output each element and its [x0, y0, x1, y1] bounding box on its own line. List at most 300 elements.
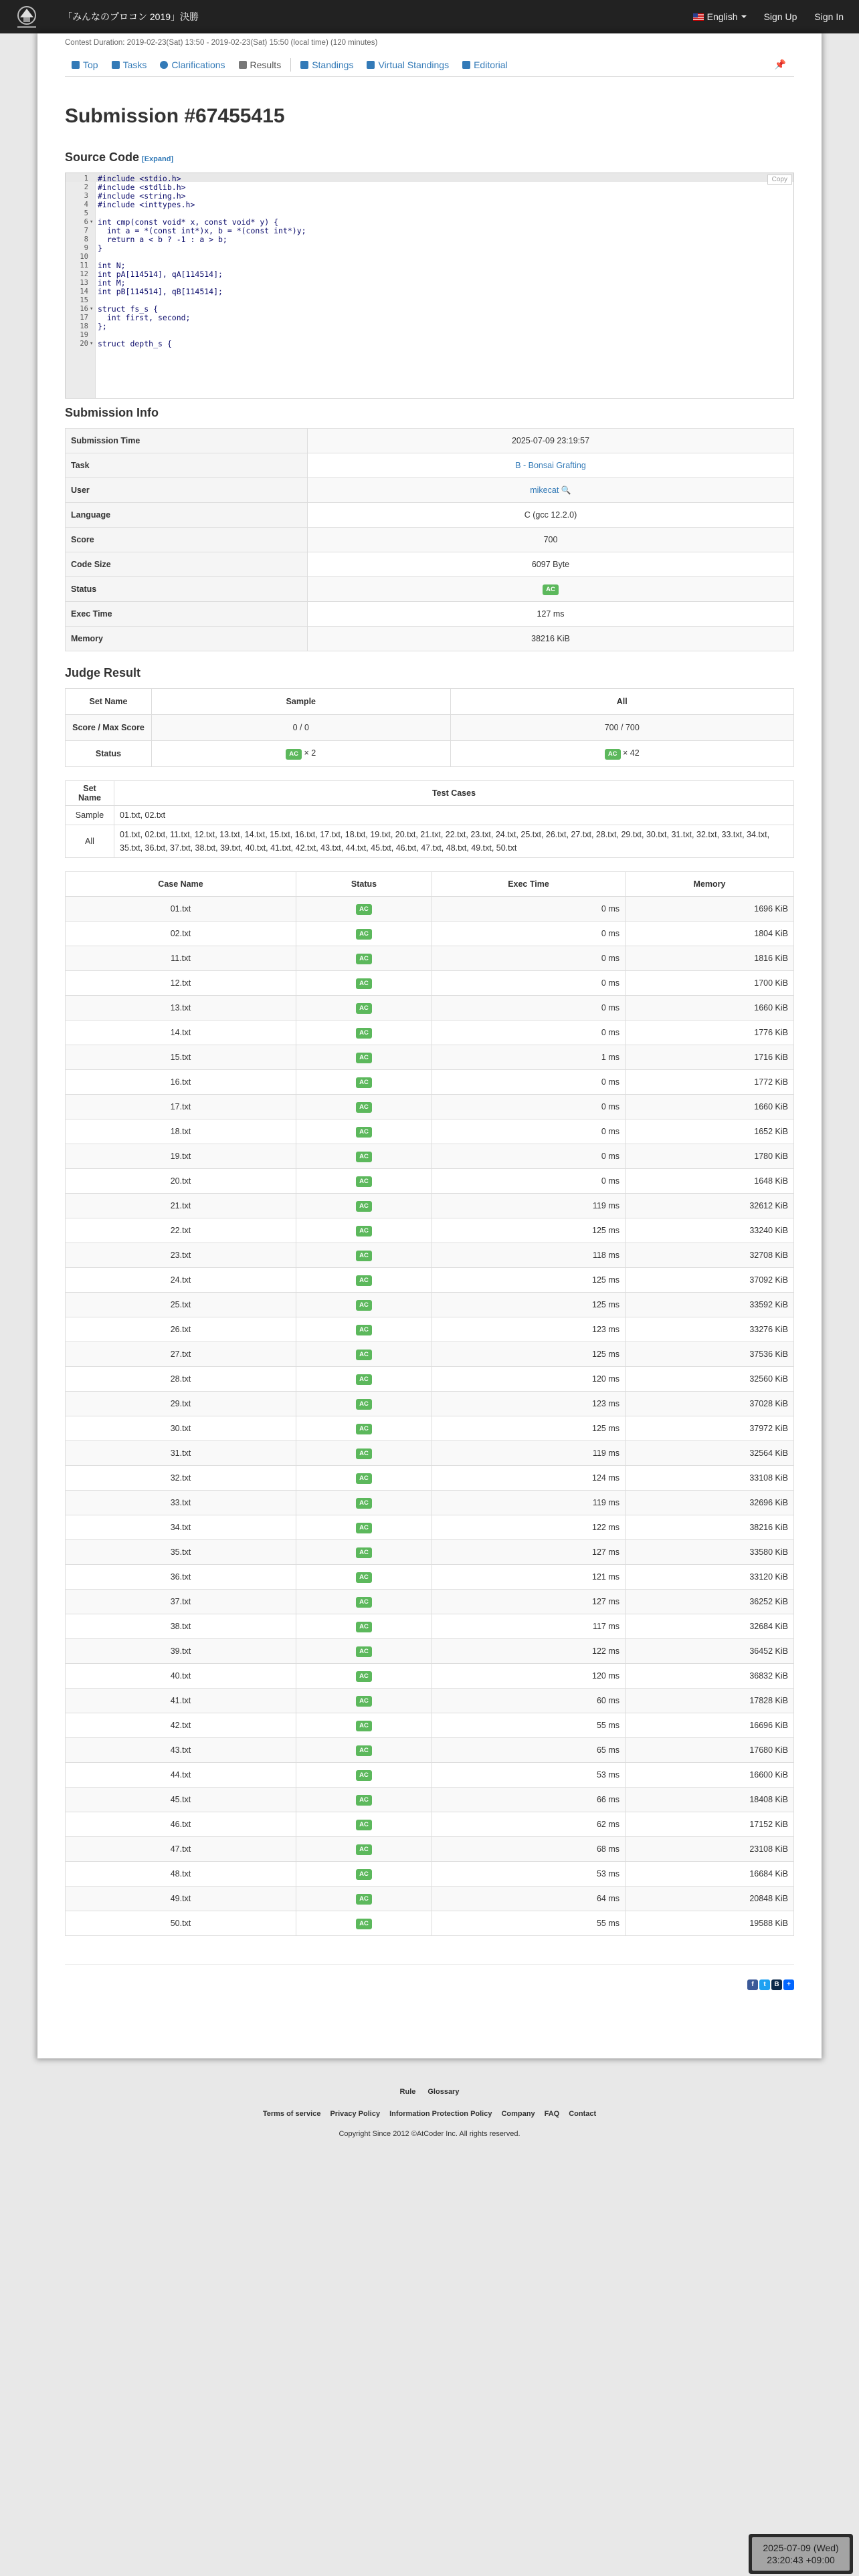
case-status — [296, 946, 432, 971]
info-key: Task — [66, 453, 308, 478]
table-row — [66, 1837, 794, 1862]
case-exec-time: 0 ms — [432, 996, 626, 1021]
set-name-sample: Sample — [66, 806, 114, 825]
case-memory: 32684 KiB — [626, 1614, 794, 1639]
line-number: 17 — [80, 314, 88, 322]
info-key: Submission Time — [66, 429, 308, 453]
table-row — [66, 1565, 794, 1590]
status-badge: AC — [356, 1152, 372, 1162]
case-memory: 1660 KiB — [626, 996, 794, 1021]
info-row — [66, 577, 794, 602]
status-all-count: × 42 — [623, 748, 640, 758]
table-row — [66, 1095, 794, 1119]
status-badge: AC — [356, 1275, 372, 1286]
case-memory: 1816 KiB — [626, 946, 794, 971]
status-badge: AC — [356, 1102, 372, 1113]
case-status — [296, 1738, 432, 1763]
footer-link[interactable]: Company — [501, 2110, 535, 2118]
cases-header-exec-time: Exec Time — [432, 872, 626, 897]
status-badge: AC — [356, 1176, 372, 1187]
info-row — [66, 528, 794, 552]
status-badge: AC — [356, 1201, 372, 1212]
task-link[interactable]: B - Bonsai Grafting — [515, 461, 586, 470]
info-key: Exec Time — [66, 602, 308, 627]
table-row — [66, 1392, 794, 1416]
top-navbar — [0, 0, 859, 33]
copyright: Copyright Since 2012 ©AtCoder Inc. All rights reserved. — [339, 2130, 520, 2138]
table-row — [66, 1788, 794, 1812]
case-name: 11.txt — [66, 946, 296, 971]
info-value-cell — [308, 528, 794, 552]
cases-header-memory: Memory — [626, 872, 794, 897]
search-icon[interactable]: 🔍 — [561, 486, 571, 495]
case-memory: 36252 KiB — [626, 1590, 794, 1614]
list-icon — [112, 61, 120, 69]
case-memory: 33592 KiB — [626, 1293, 794, 1317]
status-badge: AC — [356, 1350, 372, 1360]
line-number: 12 — [80, 270, 88, 278]
us-flag-icon — [693, 13, 704, 21]
case-name: 19.txt — [66, 1144, 296, 1169]
tab-top[interactable] — [65, 53, 105, 76]
case-name: 15.txt — [66, 1045, 296, 1070]
case-name: 34.txt — [66, 1515, 296, 1540]
status-badge: AC — [356, 1696, 372, 1707]
tab-standings-label: Standings — [312, 60, 354, 70]
case-status — [296, 1911, 432, 1936]
judge-header-sample: Sample — [152, 689, 451, 715]
tab-virtual-standings[interactable] — [360, 53, 456, 76]
code-text: int pA[114514], qA[114514]; — [98, 270, 223, 279]
case-status — [296, 1441, 432, 1466]
case-status — [296, 1540, 432, 1565]
case-memory: 36452 KiB — [626, 1639, 794, 1664]
case-name: 50.txt — [66, 1911, 296, 1936]
case-name: 13.txt — [66, 996, 296, 1021]
case-name: 44.txt — [66, 1763, 296, 1788]
addtoany-share-icon[interactable]: + — [783, 1979, 794, 1990]
sign-in-link[interactable]: Sign In — [814, 11, 844, 22]
line-number: 3 — [84, 192, 88, 200]
info-key: Language — [66, 503, 308, 528]
line-number: 6 — [84, 218, 88, 226]
contest-tabs — [65, 53, 794, 77]
info-row — [66, 503, 794, 528]
status-badge: AC — [356, 1894, 372, 1905]
info-key: Code Size — [66, 552, 308, 577]
status-badge: AC — [356, 1597, 372, 1608]
code-line — [66, 322, 793, 331]
case-memory: 16600 KiB — [626, 1763, 794, 1788]
table-row — [66, 1194, 794, 1218]
line-number: 20 — [80, 340, 88, 348]
case-exec-time: 0 ms — [432, 971, 626, 996]
language-label: English — [706, 11, 738, 22]
test-sets-table — [65, 780, 794, 858]
info-value-cell — [308, 503, 794, 528]
case-name: 43.txt — [66, 1738, 296, 1763]
tab-divider — [290, 58, 291, 72]
case-exec-time: 62 ms — [432, 1812, 626, 1837]
case-memory: 19588 KiB — [626, 1911, 794, 1936]
case-memory: 1652 KiB — [626, 1119, 794, 1144]
case-status — [296, 1367, 432, 1392]
user-link[interactable]: mikecat — [530, 486, 559, 495]
case-status — [296, 1664, 432, 1689]
code-text: #include <inttypes.h> — [98, 200, 195, 209]
info-key: Score — [66, 528, 308, 552]
submission-info-table — [65, 428, 794, 651]
status-badge: AC — [356, 1399, 372, 1410]
case-exec-time: 119 ms — [432, 1491, 626, 1515]
case-memory: 1648 KiB — [626, 1169, 794, 1194]
status-badge: AC — [356, 1325, 372, 1335]
case-exec-time: 118 ms — [432, 1243, 626, 1268]
status-badge: AC — [356, 1671, 372, 1682]
case-exec-time: 117 ms — [432, 1614, 626, 1639]
case-name: 32.txt — [66, 1466, 296, 1491]
case-memory: 33276 KiB — [626, 1317, 794, 1342]
status-badge: AC — [356, 1721, 372, 1731]
case-exec-time: 121 ms — [432, 1565, 626, 1590]
case-exec-time: 0 ms — [432, 1070, 626, 1095]
info-row — [66, 478, 794, 503]
code-text: struct fs_s { — [98, 304, 159, 314]
case-name: 41.txt — [66, 1689, 296, 1713]
case-memory: 1804 KiB — [626, 922, 794, 946]
info-value-cell — [308, 478, 794, 503]
status-badge: AC — [356, 1374, 372, 1385]
case-status — [296, 1317, 432, 1342]
case-memory: 1776 KiB — [626, 1021, 794, 1045]
fold-toggle-icon[interactable]: ▾ — [90, 340, 94, 347]
info-key: User — [66, 478, 308, 503]
contest-duration: Contest Duration: 2019-02-23(Sat) 13:50 - 2019-02-23(Sat) 15:50 (local time) (120 minutes) — [65, 39, 378, 47]
case-status — [296, 1045, 432, 1070]
table-row — [66, 1763, 794, 1788]
case-status — [296, 1392, 432, 1416]
case-memory: 23108 KiB — [626, 1837, 794, 1862]
table-row — [66, 1911, 794, 1936]
tab-results[interactable] — [232, 53, 288, 76]
case-name: 46.txt — [66, 1812, 296, 1837]
status-badge: AC — [286, 749, 302, 760]
case-status — [296, 1713, 432, 1738]
case-status — [296, 1243, 432, 1268]
code-text: #include <stdlib.h> — [98, 183, 186, 192]
case-status — [296, 1515, 432, 1540]
line-number: 9 — [84, 244, 88, 252]
code-line — [66, 340, 793, 348]
case-name: 38.txt — [66, 1614, 296, 1639]
table-row — [66, 1713, 794, 1738]
status-label: Status — [66, 741, 152, 767]
footer-link[interactable]: Terms of service — [262, 2110, 321, 2118]
footer-link[interactable]: Privacy Policy — [330, 2110, 381, 2118]
table-row — [66, 1887, 794, 1911]
code-line — [66, 201, 793, 209]
info-value-cell — [308, 627, 794, 651]
tab-clarifications-label: Clarifications — [171, 60, 225, 70]
table-row — [66, 1812, 794, 1837]
status-badge: AC — [356, 1448, 372, 1459]
twitter-share-icon[interactable]: t — [759, 1979, 770, 1990]
case-memory: 1696 KiB — [626, 897, 794, 922]
case-exec-time: 1 ms — [432, 1045, 626, 1070]
case-memory: 36832 KiB — [626, 1664, 794, 1689]
table-row — [66, 922, 794, 946]
case-exec-time: 64 ms — [432, 1887, 626, 1911]
status-badge: AC — [356, 954, 372, 964]
tab-tasks-label: Tasks — [122, 60, 147, 70]
sign-up-link[interactable]: Sign Up — [763, 11, 797, 22]
info-value-cell — [308, 577, 794, 602]
hatena-share-icon[interactable]: B — [771, 1979, 782, 1990]
line-number: 16 — [80, 305, 88, 313]
case-memory: 1780 KiB — [626, 1144, 794, 1169]
footer-link[interactable]: FAQ — [544, 2110, 560, 2118]
table-icon — [239, 61, 247, 69]
expand-link[interactable]: [Expand] — [142, 155, 174, 163]
case-exec-time: 0 ms — [432, 1095, 626, 1119]
table-row — [66, 1045, 794, 1070]
case-exec-time: 53 ms — [432, 1763, 626, 1788]
status-badge: AC — [356, 1770, 372, 1781]
tab-standings[interactable] — [294, 53, 360, 76]
code-line — [66, 235, 793, 244]
case-status — [296, 1021, 432, 1045]
case-exec-time: 125 ms — [432, 1218, 626, 1243]
status-sample — [152, 741, 451, 767]
code-text: int cmp(const void* x, const void* y) { — [98, 217, 279, 227]
case-status — [296, 1639, 432, 1664]
footer-link[interactable]: Contact — [569, 2110, 597, 2118]
case-memory: 32612 KiB — [626, 1194, 794, 1218]
language-dropdown[interactable] — [684, 11, 755, 22]
code-text: #include <stdio.h> — [98, 174, 181, 183]
page-title: Submission #67455415 — [65, 105, 285, 127]
case-status — [296, 1565, 432, 1590]
line-number: 5 — [84, 209, 88, 217]
info-row — [66, 602, 794, 627]
case-exec-time: 0 ms — [432, 946, 626, 971]
info-value: 2025-07-09 23:19:57 — [511, 436, 590, 445]
line-number: 4 — [84, 201, 88, 209]
case-exec-time: 0 ms — [432, 922, 626, 946]
case-status — [296, 1194, 432, 1218]
table-row — [66, 1491, 794, 1515]
code-line — [66, 314, 793, 322]
case-exec-time: 0 ms — [432, 1144, 626, 1169]
source-code-editor[interactable] — [65, 173, 794, 399]
case-status — [296, 1614, 432, 1639]
info-row — [66, 627, 794, 651]
case-status — [296, 1837, 432, 1862]
case-exec-time: 119 ms — [432, 1194, 626, 1218]
case-status — [296, 1169, 432, 1194]
case-exec-time: 122 ms — [432, 1515, 626, 1540]
case-status — [296, 1887, 432, 1911]
case-exec-time: 53 ms — [432, 1862, 626, 1887]
code-text: struct depth_s { — [98, 339, 172, 348]
case-name: 48.txt — [66, 1862, 296, 1887]
status-badge: AC — [356, 1226, 372, 1237]
case-memory: 16684 KiB — [626, 1862, 794, 1887]
table-row — [66, 1218, 794, 1243]
line-number: 1 — [84, 175, 88, 183]
code-text: #include <string.h> — [98, 191, 186, 201]
code-text: return a < b ? -1 : a > b; — [98, 235, 227, 244]
score-sample: 0 / 0 — [152, 715, 451, 741]
case-exec-time: 0 ms — [432, 1169, 626, 1194]
status-badge: AC — [356, 1844, 372, 1855]
set-cases-all: 01.txt, 02.txt, 11.txt, 12.txt, 13.txt, 14.txt, 15.txt, 16.txt, 17.txt, 18.txt, 19.txt, 20.txt, 21.txt, 22.txt, 23.txt, 24.txt, 25.txt, 26.txt, 27.txt, 28.txt, 29.txt, 30.txt, 31.txt, 32.txt, 33.txt, 34.txt, 35.txt, 36.txt, 37.txt, 38.txt, 39.txt, 40.txt, 41.txt, 42.txt, 43.txt, 44.txt, 45.txt, 46.txt, 47.txt, 48.txt, 49.txt, 50.txt — [114, 825, 794, 858]
case-name: 25.txt — [66, 1293, 296, 1317]
case-name: 30.txt — [66, 1416, 296, 1441]
case-exec-time: 125 ms — [432, 1416, 626, 1441]
table-row — [66, 996, 794, 1021]
case-name: 42.txt — [66, 1713, 296, 1738]
table-row — [66, 1243, 794, 1268]
table-row — [66, 1738, 794, 1763]
info-value: 6097 Byte — [531, 560, 570, 569]
case-name: 22.txt — [66, 1218, 296, 1243]
sort-icon — [367, 61, 375, 69]
judge-header-set-name: Set Name — [66, 689, 152, 715]
case-name: 39.txt — [66, 1639, 296, 1664]
case-name: 14.txt — [66, 1021, 296, 1045]
fold-toggle-icon[interactable]: ▾ — [90, 219, 94, 225]
sets-header-set-name: Set Name — [66, 781, 114, 806]
status-badge: AC — [356, 1300, 372, 1311]
case-memory: 1716 KiB — [626, 1045, 794, 1070]
info-key: Memory — [66, 627, 308, 651]
case-name: 23.txt — [66, 1243, 296, 1268]
case-exec-time: 0 ms — [432, 1119, 626, 1144]
case-name: 35.txt — [66, 1540, 296, 1565]
contest-title-link[interactable]: 「みんなのプロコン 2019」決勝 — [63, 11, 199, 22]
status-badge: AC — [605, 749, 621, 760]
status-badge: AC — [356, 1473, 372, 1484]
line-number: 19 — [80, 331, 88, 339]
case-name: 49.txt — [66, 1887, 296, 1911]
table-row — [66, 1144, 794, 1169]
case-name: 18.txt — [66, 1119, 296, 1144]
code-line — [66, 253, 793, 261]
case-status — [296, 1144, 432, 1169]
atcoder-logo-icon[interactable] — [9, 3, 44, 31]
footer-links-secondary — [0, 2110, 859, 2118]
sets-header-test-cases: Test Cases — [114, 781, 794, 806]
set-cases-sample: 01.txt, 02.txt — [114, 806, 794, 825]
case-name: 31.txt — [66, 1441, 296, 1466]
footer-link[interactable]: Glossary — [427, 2088, 460, 2096]
case-exec-time: 120 ms — [432, 1664, 626, 1689]
status-badge: AC — [356, 1572, 372, 1583]
case-memory: 38216 KiB — [626, 1515, 794, 1540]
case-name: 36.txt — [66, 1565, 296, 1590]
case-name: 28.txt — [66, 1367, 296, 1392]
case-memory: 1772 KiB — [626, 1070, 794, 1095]
facebook-share-icon[interactable]: f — [747, 1979, 758, 1990]
line-number: 2 — [84, 183, 88, 191]
footer-links-primary — [0, 2088, 859, 2096]
copy-button[interactable]: Copy — [767, 175, 792, 185]
status-badge: AC — [356, 1251, 372, 1261]
line-number: 7 — [84, 227, 88, 235]
line-number: 10 — [80, 253, 88, 261]
table-row — [66, 1590, 794, 1614]
status-badge: AC — [356, 1622, 372, 1632]
case-name: 24.txt — [66, 1268, 296, 1293]
submission-info-heading: Submission Info — [65, 406, 159, 419]
case-exec-time: 60 ms — [432, 1689, 626, 1713]
case-memory: 17828 KiB — [626, 1689, 794, 1713]
case-name: 17.txt — [66, 1095, 296, 1119]
code-line — [66, 331, 793, 340]
case-name: 37.txt — [66, 1590, 296, 1614]
case-exec-time: 68 ms — [432, 1837, 626, 1862]
case-exec-time: 122 ms — [432, 1639, 626, 1664]
tab-editorial[interactable] — [456, 53, 514, 76]
case-memory: 33108 KiB — [626, 1466, 794, 1491]
case-memory: 32708 KiB — [626, 1243, 794, 1268]
table-row — [66, 1515, 794, 1540]
judge-result-table — [65, 688, 794, 767]
case-exec-time: 127 ms — [432, 1590, 626, 1614]
case-exec-time: 125 ms — [432, 1293, 626, 1317]
status-badge: AC — [356, 978, 372, 989]
table-row — [66, 1466, 794, 1491]
table-row — [66, 1317, 794, 1342]
question-icon — [160, 61, 168, 69]
case-name: 26.txt — [66, 1317, 296, 1342]
code-line — [66, 270, 793, 279]
status-badge: AC — [356, 1919, 372, 1929]
code-text: int first, second; — [98, 313, 191, 322]
case-memory: 33580 KiB — [626, 1540, 794, 1565]
table-row — [66, 1367, 794, 1392]
case-exec-time: 0 ms — [432, 1021, 626, 1045]
table-row — [66, 897, 794, 922]
case-memory: 37028 KiB — [626, 1392, 794, 1416]
judge-result-heading: Judge Result — [65, 666, 141, 679]
status-badge: AC — [356, 1028, 372, 1039]
case-status — [296, 1788, 432, 1812]
case-status — [296, 1590, 432, 1614]
case-memory: 17680 KiB — [626, 1738, 794, 1763]
case-exec-time: 125 ms — [432, 1268, 626, 1293]
info-value-cell — [308, 602, 794, 627]
table-row — [66, 1862, 794, 1887]
fold-toggle-icon[interactable]: ▾ — [90, 306, 94, 312]
set-name-all: All — [66, 825, 114, 858]
pin-icon[interactable]: 📌 — [774, 59, 786, 70]
tab-clarifications[interactable] — [153, 53, 231, 76]
footer-link[interactable]: Rule — [399, 2088, 416, 2096]
footer-link[interactable]: Information Protection Policy — [389, 2110, 492, 2118]
case-memory: 37972 KiB — [626, 1416, 794, 1441]
table-row — [66, 1689, 794, 1713]
case-status — [296, 1095, 432, 1119]
status-badge: AC — [356, 904, 372, 915]
case-exec-time: 55 ms — [432, 1713, 626, 1738]
table-row — [66, 1119, 794, 1144]
info-row — [66, 429, 794, 453]
tab-tasks[interactable] — [105, 53, 154, 76]
case-status — [296, 971, 432, 996]
clock-time: 23:20:43 +09:00 — [767, 2555, 835, 2565]
